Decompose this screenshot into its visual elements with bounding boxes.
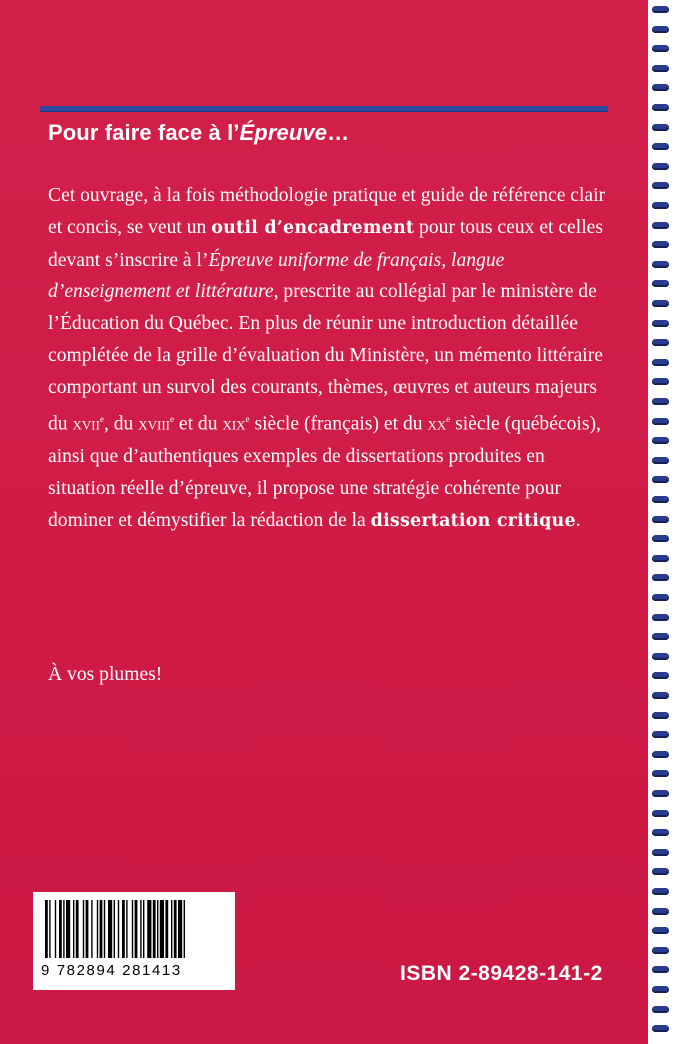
spiral-coil (652, 437, 669, 444)
barcode-bar (59, 900, 62, 958)
superscript: e (245, 413, 250, 424)
barcode-bar (66, 900, 70, 958)
barcode-bars (43, 900, 225, 960)
spiral-coil (652, 26, 669, 33)
spiral-coil (652, 339, 669, 346)
barcode-bar (86, 900, 89, 958)
superscript: e (446, 413, 451, 424)
barcode-bar (147, 900, 151, 958)
barcode-bar (55, 900, 56, 958)
barcode-bar (157, 900, 158, 958)
spiral-coil (652, 6, 669, 13)
spiral-coil (652, 320, 669, 327)
blue-rule (40, 106, 608, 112)
spiral-coil (652, 418, 669, 425)
closing-line: À vos plumes! (48, 664, 163, 685)
barcode-bar (184, 900, 185, 958)
century-numeral: XVIII (138, 417, 170, 433)
spiral-coil (652, 614, 669, 621)
text-run: siècle (français) et du (249, 413, 428, 435)
century-numeral: XVII (72, 417, 100, 433)
barcode-bar (100, 900, 103, 958)
barcode-bar (45, 900, 48, 958)
text-run: siècle (québécois), ainsi que d’authentiques exemples de dissertations produites en situation réelle d’épreuve, il propose une stratégie cohérente pour dominer et démystifier la rédaction de la (48, 413, 601, 531)
text-run: , du (103, 413, 139, 435)
spiral-coil (652, 182, 669, 189)
century-numeral: XX (427, 417, 447, 433)
spiral-coil (652, 633, 669, 640)
spiral-coil (652, 908, 669, 915)
barcode-bar (143, 900, 144, 958)
spiral-coil (652, 653, 669, 660)
barcode-bar (118, 900, 119, 958)
spiral-coil (652, 692, 669, 699)
text-run: , prescrite au collégial par le ministère de l’Éducation du Québec. En plus de réunir une introduction détaillée complétée de la grille d’évaluation du Ministère, un mémento littéraire comportant un survol des courants, thèmes, œuvres et auteurs majeurs du (48, 281, 603, 435)
spiral-coil (652, 535, 669, 542)
spiral-coil (652, 829, 669, 836)
spiral-coil (652, 516, 669, 523)
spiral-coil (652, 672, 669, 679)
description-paragraph (48, 180, 616, 537)
bold-phrase: outil d’encadrement (211, 217, 415, 238)
barcode-bar (160, 900, 164, 958)
barcode-bar (76, 900, 79, 958)
spiral-coil (652, 594, 669, 601)
spiral-coil (652, 790, 669, 797)
barcode-bar (174, 900, 177, 958)
spiral-coil (652, 124, 669, 131)
spiral-coil (652, 555, 669, 562)
barcode-bar (104, 900, 105, 958)
spiral-coil (652, 300, 669, 307)
bold-phrase: dissertation critique (370, 510, 576, 531)
cover-heading (48, 120, 608, 146)
spiral-coil (652, 241, 669, 248)
barcode-bar (114, 900, 115, 958)
spiral-coil (652, 457, 669, 464)
barcode-bar (165, 900, 168, 958)
spiral-coil (652, 84, 669, 91)
spiral-binding (648, 0, 674, 1044)
barcode-bar (126, 900, 127, 958)
spiral-coil (652, 947, 669, 954)
spiral-coil (652, 104, 669, 111)
spiral-coil (652, 359, 669, 366)
text-run: pour tous ceux et celles devant s’inscrire à l’ (48, 216, 603, 271)
spiral-coil (652, 280, 669, 287)
isbn-number: ISBN 2-89428-141-2 (400, 962, 603, 985)
heading-prefix: Pour faire face à l’ (48, 120, 240, 145)
spiral-coil (652, 143, 669, 150)
spiral-coil (652, 986, 669, 993)
barcode-bar (49, 900, 50, 958)
barcode-bar (91, 900, 92, 958)
italic-title: Épreuve uniforme de français, langue d’enseignement et littérature (48, 249, 505, 303)
spiral-coil (652, 849, 669, 856)
barcode-bar (132, 900, 133, 958)
spiral-coil (652, 731, 669, 738)
spiral-coil (652, 712, 669, 719)
heading-italic: Épreuve (239, 120, 328, 145)
spiral-coil (652, 476, 669, 483)
spiral-coil (652, 65, 669, 72)
spiral-coil (652, 888, 669, 895)
spiral-coil (652, 1006, 669, 1013)
spiral-coil (652, 868, 669, 875)
spiral-coil (652, 222, 669, 229)
spiral-coil (652, 770, 669, 777)
barcode-bar (178, 900, 182, 958)
barcode-bar (73, 900, 74, 958)
barcode-digits: 9 782894 281413 (41, 962, 182, 979)
spiral-coil (652, 163, 669, 170)
spiral-coil (652, 261, 669, 268)
spiral-coil (652, 202, 669, 209)
barcode-bar (122, 900, 125, 958)
barcode-bar (171, 900, 172, 958)
text-run: . (575, 509, 581, 531)
barcode-bar (135, 900, 138, 958)
spiral-coil (652, 496, 669, 503)
barcode-bar (97, 900, 98, 958)
spiral-coil (652, 966, 669, 973)
barcode-bar (63, 900, 64, 958)
spiral-coil (652, 574, 669, 581)
text-run: Cet ouvrage, à la fois méthodologie pratique et guide de référence clair et concis, se veut un (48, 185, 606, 238)
spiral-coil (652, 398, 669, 405)
century-numeral: XIX (222, 417, 246, 433)
text-run: et du (174, 413, 223, 435)
barcode-bar (140, 900, 141, 958)
spiral-coil (652, 810, 669, 817)
spiral-coil (652, 1025, 669, 1032)
barcode-bar (83, 900, 84, 958)
spiral-coil (652, 927, 669, 934)
spiral-coil (652, 45, 669, 52)
superscript: e (170, 413, 174, 424)
barcode-bar (108, 900, 112, 958)
heading-suffix: … (327, 120, 350, 145)
superscript: e (99, 413, 104, 424)
spiral-coil (652, 751, 669, 758)
barcode (33, 892, 235, 990)
barcode-bar (153, 900, 156, 958)
spiral-coil (652, 378, 669, 385)
